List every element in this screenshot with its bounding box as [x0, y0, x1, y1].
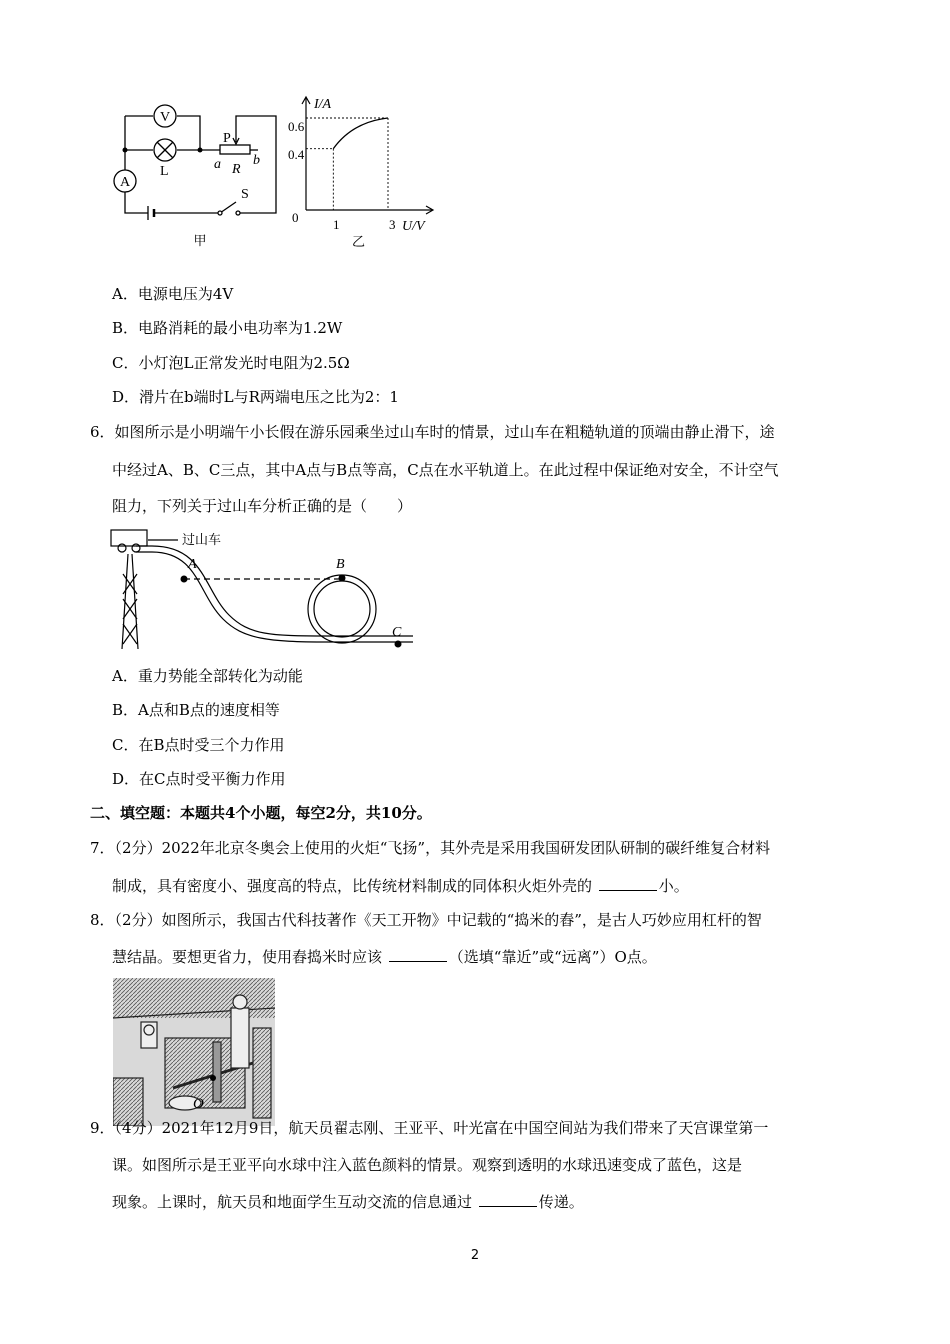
q8-stem-line2	[112, 947, 657, 967]
point-b-label: B	[336, 557, 345, 572]
car-label: 过山车	[182, 532, 222, 547]
q5-option-d: D．滑片在b端时L与R两端电压之比为2：1	[112, 388, 399, 406]
x-axis-label: U/V	[402, 219, 425, 234]
x-tick-label: 1	[333, 217, 340, 232]
q9-text-before-blank: 现象。上课时，航天员和地面学生互动交流的信息通过	[112, 1193, 477, 1211]
q9-stem-line1: 9．（4分）2021年12月9日，航天员翟志刚、王亚平、叶光富在中国空间站为我们带来了天宫课堂第一	[90, 1119, 769, 1137]
point-a-label: A	[188, 557, 197, 572]
q8-text-before-blank: 慧结晶。要想更省力，使用舂捣米时应该	[112, 948, 387, 966]
q9-stem-line3	[112, 1192, 584, 1212]
x-tick-label: 3	[389, 217, 396, 232]
q6-stem-line3: 阻力，下列关于过山车分析正确的是（ ）	[112, 497, 413, 515]
q6-option-c: C．在B点时受三个力作用	[112, 736, 285, 754]
graph-caption: 乙	[352, 234, 366, 249]
resistor-label: R	[232, 162, 241, 177]
lamp-label: L	[160, 164, 169, 179]
y-tick-label: 0.6	[288, 119, 305, 134]
q8-text-after-blank: （选填“靠近”或“远离”）O点。	[448, 948, 657, 966]
q6-stem-line1: 6．如图所示是小明端午小长假在游乐园乘坐过山车时的情景，过山车在粗糙轨道的顶端由静止滑下，途	[90, 423, 775, 441]
roller-coaster-figure	[108, 524, 418, 654]
slider-label: P	[223, 131, 231, 146]
voltmeter-label: V	[159, 110, 171, 125]
terminal-b-label: b	[253, 153, 260, 168]
origin-label: 0	[292, 210, 299, 225]
q9-answer-blank[interactable]	[479, 1192, 537, 1207]
q5-option-c: C．小灯泡L正常发光时电阻为2.5Ω	[112, 354, 350, 372]
q6-option-a: A．重力势能全部转化为动能	[112, 667, 303, 685]
q6-option-d: D．在C点时受平衡力作用	[112, 770, 286, 788]
q9-text-after-blank: 传递。	[538, 1193, 584, 1211]
circuit-diagram	[108, 98, 288, 248]
q7-text-after-blank: 小。	[658, 877, 689, 895]
y-tick-label: 0.4	[288, 147, 305, 162]
q8-stem-line1: 8．（2分）如图所示，我国古代科技著作《天工开物》中记载的“捣米的舂”，是古人巧妙应用杠杆的智	[90, 911, 762, 929]
q7-text-before-blank: 制成，具有密度小、强度高的特点，比传统材料制成的同体积火炬外壳的	[112, 877, 597, 895]
pivot-o-label: O	[193, 1096, 204, 1112]
point-c-label: C	[392, 625, 402, 640]
q5-option-a: A．电源电压为4V	[112, 285, 234, 303]
y-axis-label: I/A	[314, 97, 332, 112]
switch-label: S	[241, 187, 249, 202]
terminal-a-label: a	[214, 157, 221, 172]
iu-curve	[333, 118, 388, 149]
q6-stem-line2: 中经过A、B、C三点，其中A点与B点等高，C点在水平轨道上。在此过程中保证绝对安全，不计空气	[112, 461, 779, 479]
q7-answer-blank[interactable]	[599, 876, 657, 891]
iu-graph	[284, 92, 444, 252]
circuit-caption: 甲	[193, 233, 207, 248]
q9-stem-line2: 课。如图所示是王亚平向水球中注入蓝色颜料的情景。观察到透明的水球迅速变成了蓝色，这是	[112, 1156, 743, 1174]
q7-stem-line1: 7．（2分）2022年北京冬奥会上使用的火炬“飞扬”，其外壳是采用我国研发团队研制的碳纤维复合材料	[90, 839, 771, 857]
section-title: 二、填空题：本题共4个小题，每空2分，共10分。	[90, 804, 432, 822]
page-number: 2	[470, 1248, 480, 1263]
q7-stem-line2	[112, 876, 689, 896]
rice-pounding-illustration	[113, 978, 275, 1126]
q8-answer-blank[interactable]	[389, 947, 447, 962]
ammeter-label: A	[119, 175, 131, 190]
q5-option-b: B．电路消耗的最小电功率为1.2W	[112, 319, 343, 337]
q6-option-b: B．A点和B点的速度相等	[112, 701, 280, 719]
